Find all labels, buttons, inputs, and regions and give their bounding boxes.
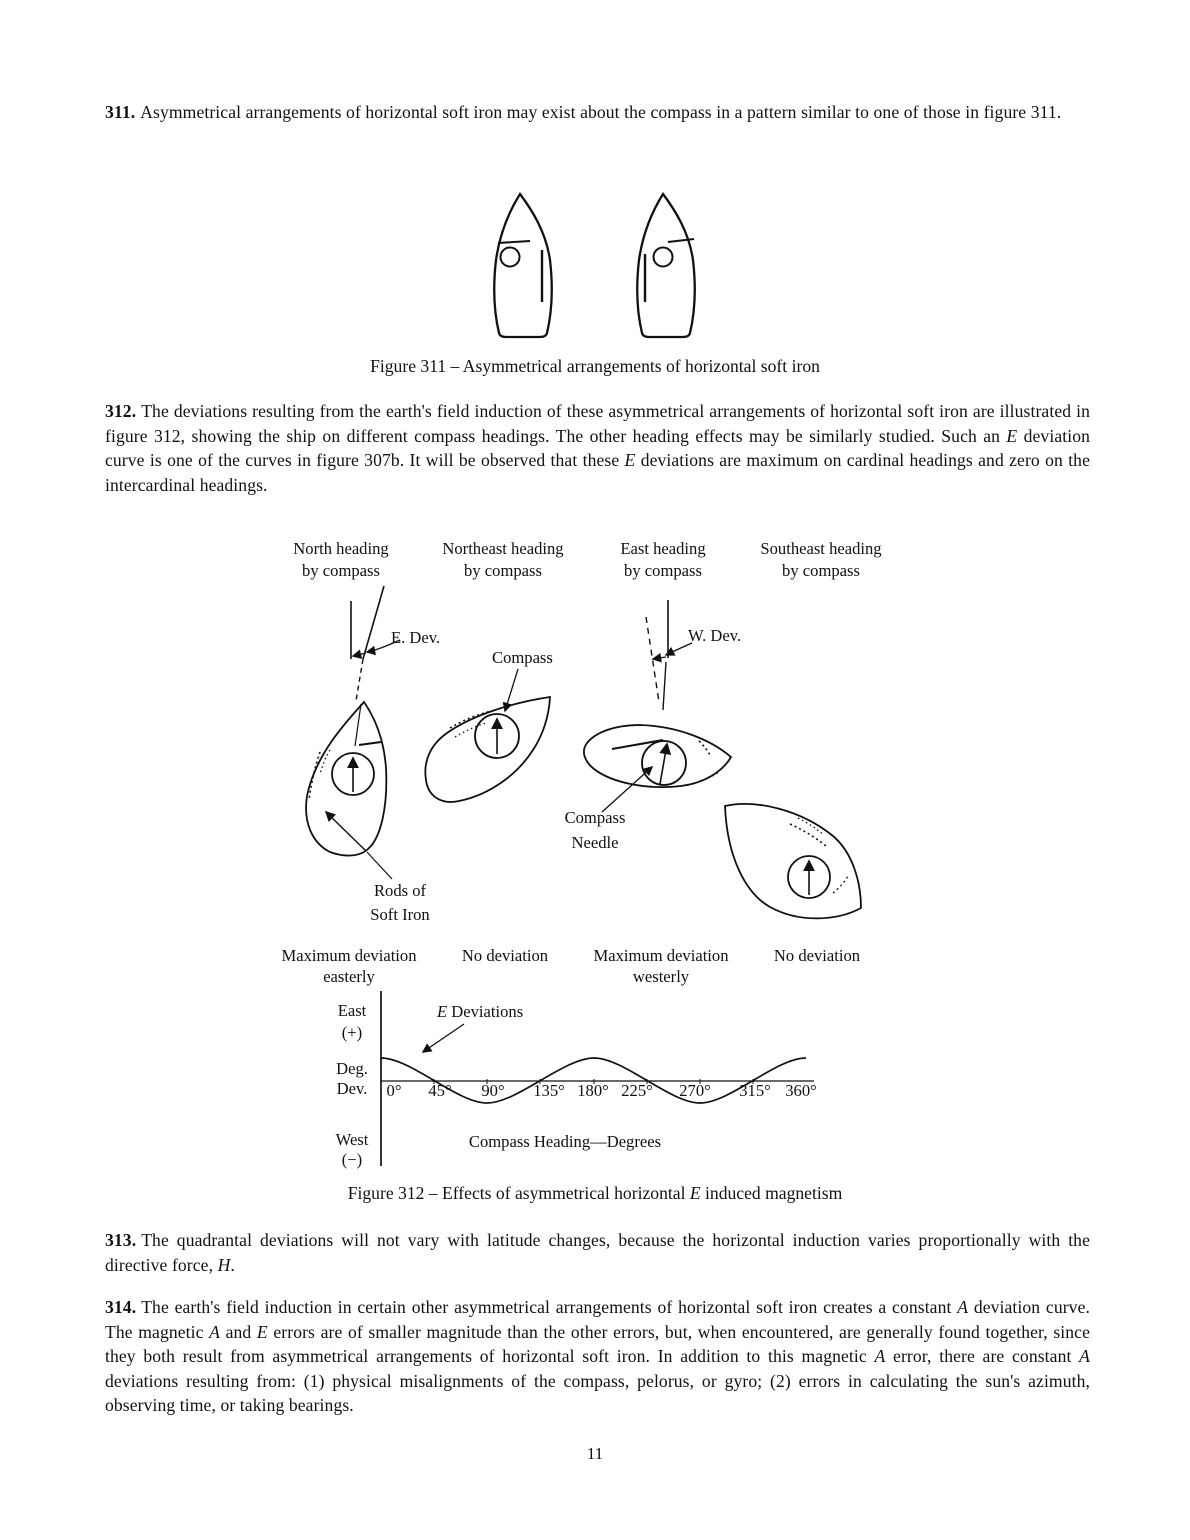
compass-circle [654,248,673,267]
ship-hull [725,804,861,918]
page-number: 11 [586,1444,604,1463]
deviation-summary-labels [281,946,860,986]
rod-hatching [309,752,320,800]
athwartship-rod [668,239,694,242]
svg-text:Rods of: Rods of [373,881,427,900]
svg-text:Maximum deviation: Maximum deviation [281,946,417,965]
athwartship-rod [498,241,530,243]
x-axis-title: Compass Heading—Degrees [468,1132,662,1151]
rods-pointer-arrow [326,812,366,851]
svg-text:Needle: Needle [571,833,619,852]
e-dev-label: E. Dev. [391,628,441,647]
heading-east: East heading [620,539,706,558]
svg-text:Compass: Compass [564,808,626,827]
boat-right [637,194,694,337]
compass-label: Compass [492,648,553,667]
rod-hatching [320,750,330,774]
paragraph-314-number: 314. [105,1297,137,1317]
ship-northeast-heading [425,697,550,802]
svg-text:Maximum deviation: Maximum deviation [593,946,729,965]
curve-annotation-arrow [423,1024,464,1052]
svg-text:90°: 90° [481,1081,505,1100]
svg-text:270°: 270° [679,1081,711,1100]
svg-text:by compass: by compass [624,561,702,580]
curve-annotation: E Deviations [437,1002,524,1021]
svg-text:by compass: by compass [464,561,542,580]
figure-312-caption: Figure 312 – Effects of asymmetrical horizontal E induced magnetism [347,1183,843,1203]
paragraph-311-number: 311. [105,102,136,122]
w-dev-label: W. Dev. [688,626,742,645]
paragraph-313-text: The quadrantal deviations will not vary with latitude changes, because the horizontal induction varies proportionally with the directive force, H. [105,1230,1090,1275]
paragraph-314-text: The earth's field induction in certain other asymmetrical arrangements of horizontal soft iron creates a constant A deviation curve. The magnetic A and E errors are of smaller magnitude than the other errors, but, when encountered, are generally found together, since they both result from asymmetrical arrangements of horizontal soft iron. In addition to this magnetic A error, there are constant A deviations resulting from: (1) physical misalignments of the compass, pelorus, or gyro; (2) errors in calculating the sun's azimuth, observing time, or taking bearings. [105,1297,1091,1416]
svg-text:45°: 45° [428,1081,452,1100]
heading-southeast: Southeast heading [760,539,882,558]
needle-pointer-arrow [602,767,652,812]
svg-text:Dev.: Dev. [336,1079,368,1098]
paragraph-313-number: 313. [105,1230,137,1250]
figure-311-diagram [0,185,1190,350]
figure-311-caption: Figure 311 – Asymmetrical arrangements of horizontal soft iron [370,356,820,376]
compass-needle-arrow [660,744,667,784]
svg-text:(−): (−) [341,1150,363,1169]
deviation-curve-chart [336,991,817,1169]
svg-text:0°: 0° [386,1081,402,1100]
paragraph-311 [105,100,1090,125]
boat-left [494,194,551,337]
svg-text:360°: 360° [785,1081,817,1100]
svg-text:225°: 225° [621,1081,653,1100]
soft-iron-rod [612,740,663,749]
rod-hatching [833,876,848,893]
ship-southeast-heading [725,804,861,918]
y-label-deg: Deg. [336,1059,368,1078]
svg-text:by compass: by compass [302,561,380,580]
svg-text:Soft Iron: Soft Iron [370,905,430,924]
paragraph-311-text: Asymmetrical arrangements of horizontal soft iron may exist about the compass in a pattern similar to one of those in figure 311. [140,102,1062,122]
heading-labels [293,539,881,580]
paragraph-312-number: 312. [105,401,137,421]
svg-text:(+): (+) [341,1023,363,1042]
ship-north-heading [306,702,392,879]
west-deviation-angle [646,600,741,710]
heading-northeast: Northeast heading [442,539,564,558]
rods-of-soft-iron-label [370,881,430,924]
svg-text:315°: 315° [739,1081,771,1100]
paragraph-314 [105,1295,1090,1418]
y-label-east: East [337,1001,367,1020]
east-deviation-angle [351,586,440,701]
svg-text:135°: 135° [533,1081,565,1100]
paragraph-313 [105,1228,1090,1277]
y-label-west: West [335,1130,369,1149]
paragraph-312 [105,399,1090,497]
svg-text:by compass: by compass [782,561,860,580]
compass-needle-label-group [565,767,652,852]
svg-text:westerly: westerly [632,967,690,986]
x-tick-labels [387,1081,817,1100]
svg-text:No deviation: No deviation [461,946,549,965]
heading-north: North heading [293,539,389,558]
soft-iron-rod [359,742,381,745]
figure-312-diagram [0,532,1190,1182]
paragraph-312-text: The deviations resulting from the earth's field induction of these asymmetrical arrangements of horizontal soft iron are illustrated in figure 312, showing the ship on different compass headings. The other heading effects may be similarly studied. Such an E deviation curve is one of the curves in figure 307b. It will be observed that these E deviations are maximum on cardinal headings and zero on the intercardinal headings. [105,401,1090,495]
compass-circle [501,248,520,267]
ship-east-heading [584,725,731,787]
svg-text:easterly: easterly [323,967,375,986]
svg-text:180°: 180° [577,1081,609,1100]
svg-text:No deviation: No deviation [773,946,861,965]
